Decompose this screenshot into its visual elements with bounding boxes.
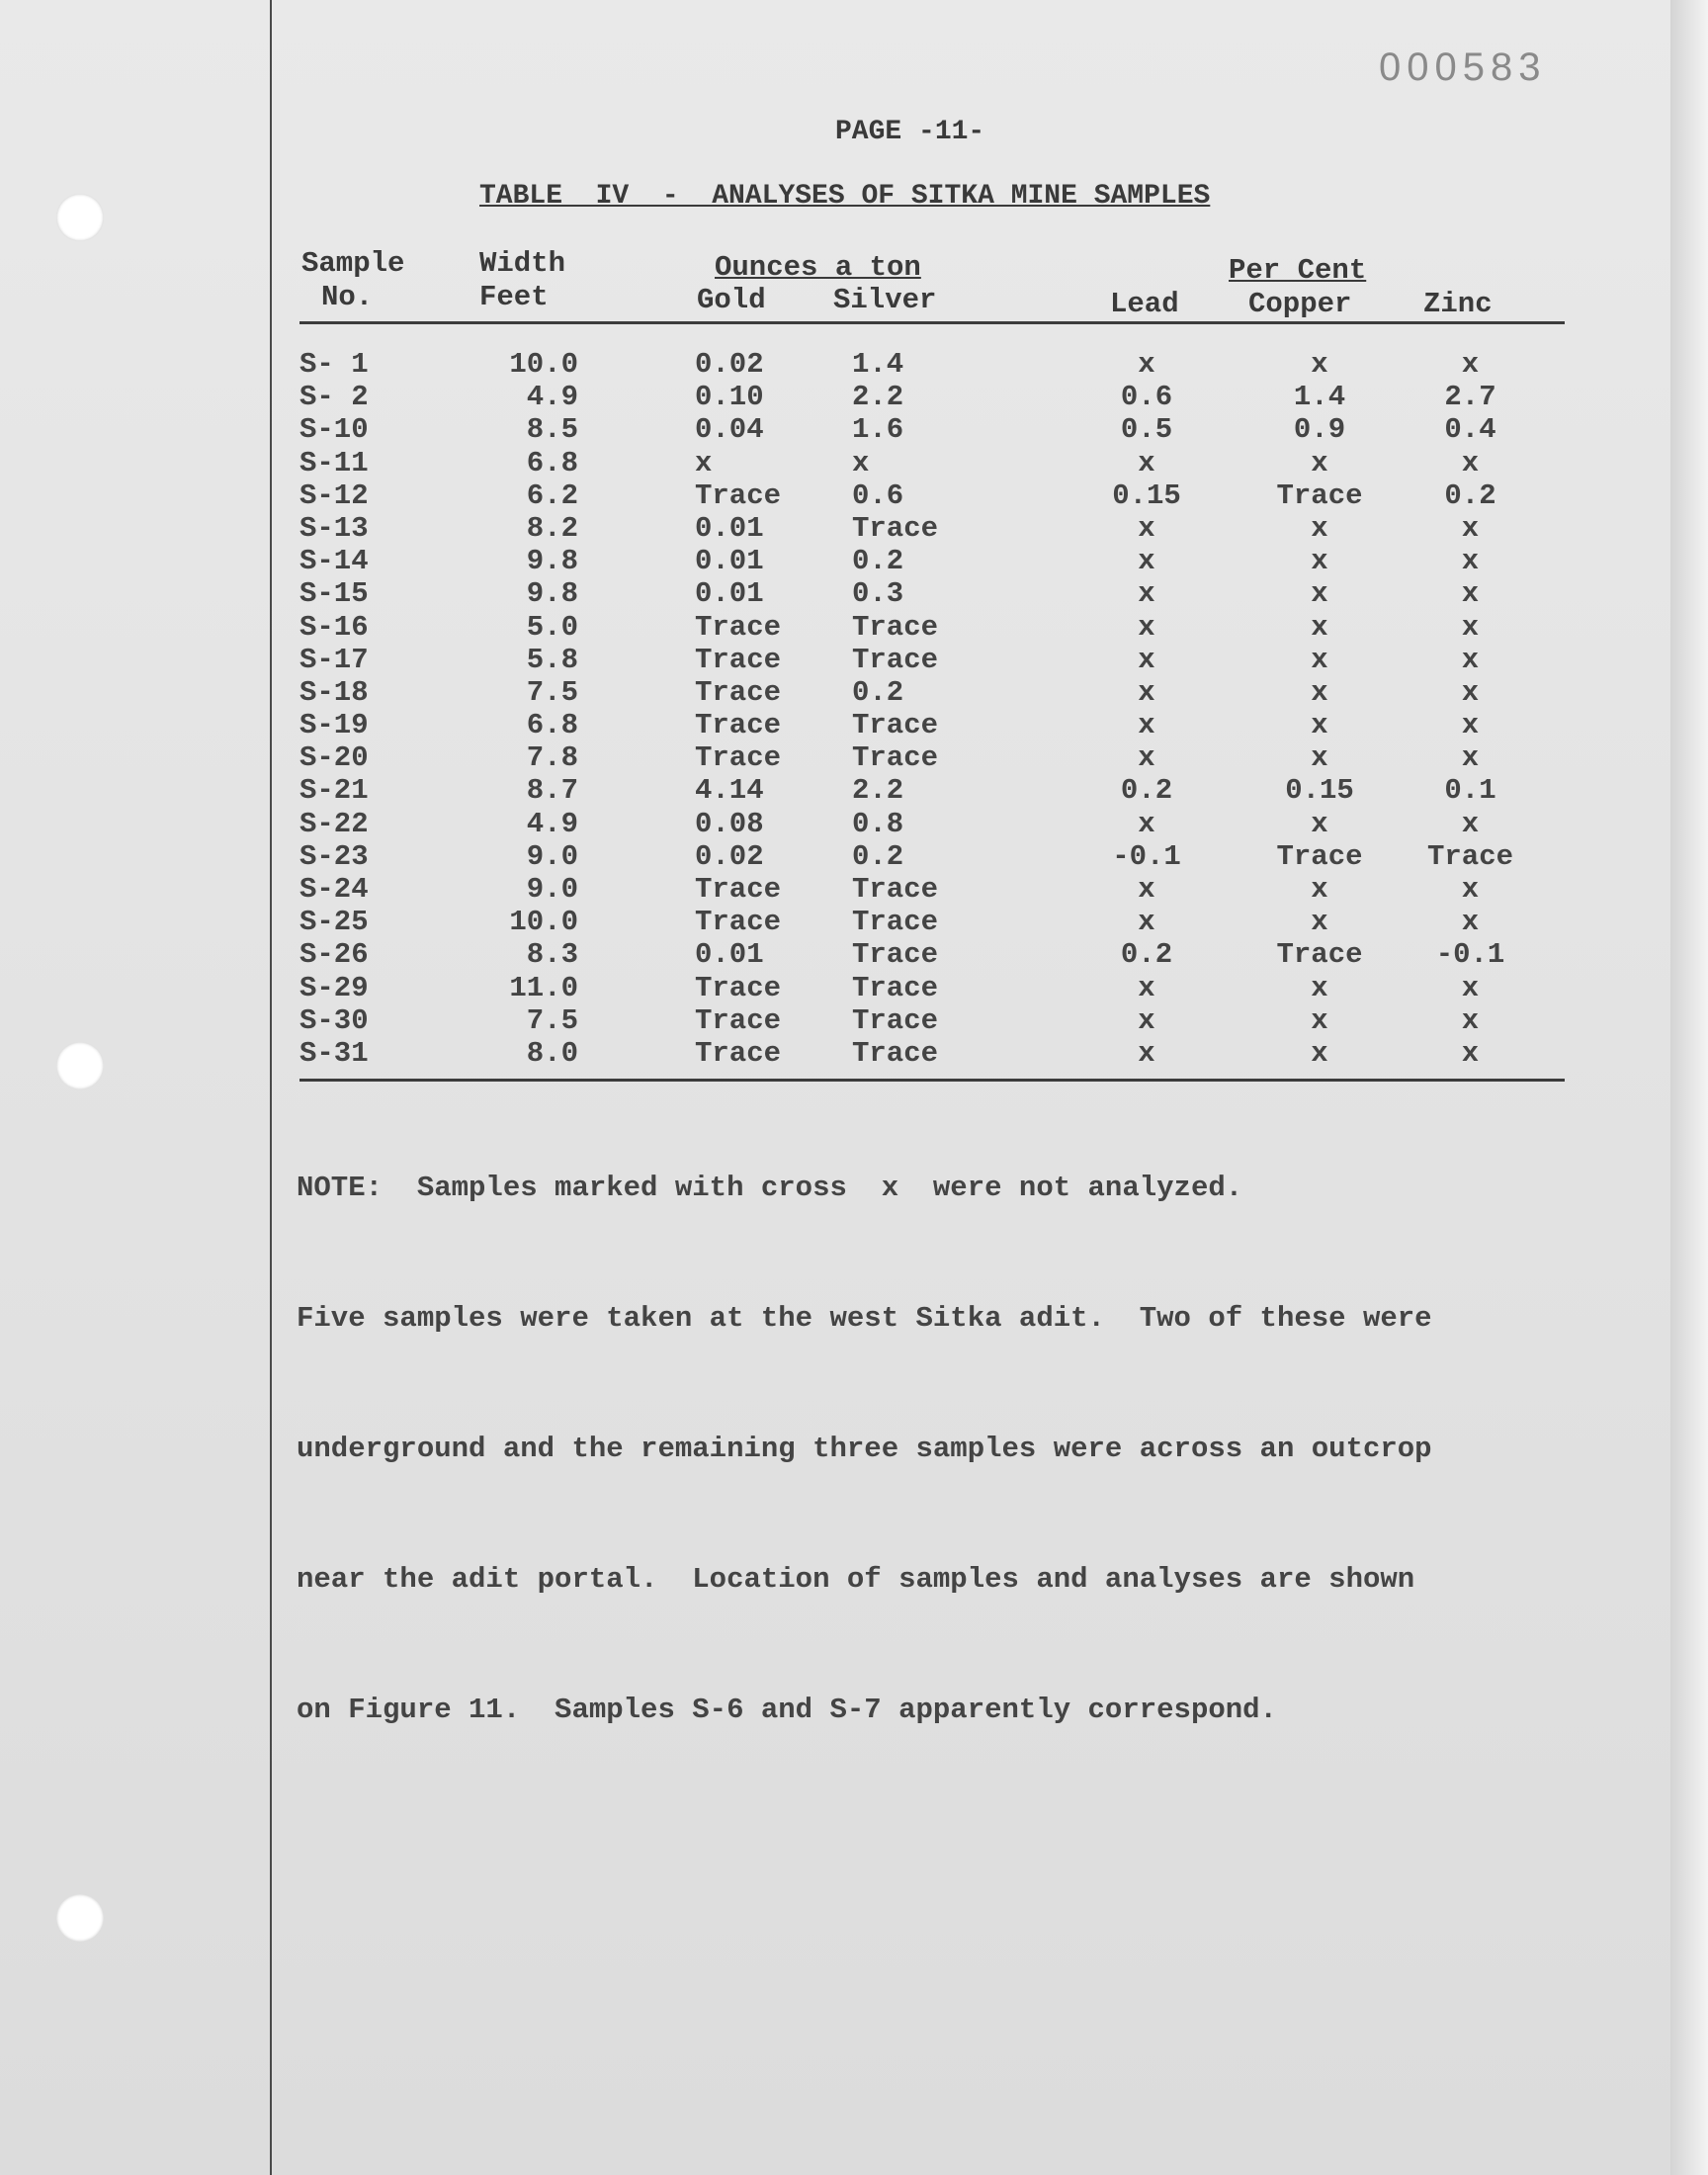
- cell-lead: x: [1138, 675, 1155, 709]
- cell-sample: S-12: [299, 478, 369, 512]
- cell-sample: S-24: [299, 873, 369, 906]
- cell-copper: x: [1311, 446, 1328, 479]
- cell-gold: Trace: [695, 675, 782, 709]
- cell-lead: 0.2: [1120, 774, 1173, 808]
- cell-zinc: x: [1461, 643, 1480, 676]
- cell-zinc: x: [1461, 741, 1480, 775]
- cell-sample: S-19: [299, 709, 369, 742]
- cell-gold: Trace: [695, 873, 782, 906]
- table-row: [0, 348, 1680, 381]
- cell-copper: x: [1311, 577, 1328, 611]
- cell-zinc: x: [1461, 709, 1480, 742]
- cell-width: 7.5: [526, 1003, 578, 1037]
- cell-sample: S-13: [299, 511, 369, 545]
- cell-zinc: 0.1: [1444, 774, 1496, 808]
- cell-silver: Trace: [852, 1036, 939, 1070]
- cell-width: 7.8: [526, 741, 578, 775]
- cell-gold: 0.02: [695, 839, 764, 873]
- cell-gold: 0.01: [695, 938, 764, 972]
- cell-copper: 0.9: [1293, 413, 1346, 447]
- cell-silver: 0.2: [852, 675, 904, 709]
- cell-lead: x: [1138, 446, 1155, 479]
- cell-zinc: 2.7: [1444, 381, 1496, 414]
- cell-width: 5.8: [526, 643, 578, 676]
- cell-lead: 0.6: [1120, 381, 1173, 414]
- header-gold: Gold: [697, 284, 766, 316]
- cell-copper: x: [1311, 675, 1328, 709]
- cell-width: 8.7: [526, 774, 578, 808]
- cell-gold: 0.01: [695, 545, 764, 578]
- cell-gold: Trace: [695, 709, 782, 742]
- cell-silver: 0.8: [852, 807, 904, 840]
- table-row: [0, 938, 1680, 971]
- cell-lead: x: [1138, 545, 1155, 578]
- cell-copper: x: [1311, 741, 1328, 775]
- cell-lead: x: [1138, 873, 1155, 906]
- table-row: [0, 611, 1680, 644]
- header-sample: Sample: [301, 247, 405, 280]
- header-sample-no: No.: [321, 281, 374, 313]
- header-width: Width: [479, 247, 566, 280]
- cell-silver: 2.2: [852, 381, 904, 414]
- cell-lead: x: [1138, 348, 1155, 381]
- cell-width: 7.5: [526, 675, 578, 709]
- cell-lead: x: [1138, 511, 1155, 545]
- cell-zinc: 0.4: [1444, 413, 1496, 447]
- cell-sample: S-15: [299, 577, 369, 611]
- page-edge: [1670, 0, 1708, 2175]
- cell-gold: 4.14: [695, 774, 764, 808]
- table-row: [0, 741, 1680, 774]
- cell-gold: Trace: [695, 741, 782, 775]
- table-row: [0, 709, 1680, 741]
- paragraph-line: on Figure 11. Samples S-6 and S-7 apparently correspond.: [297, 1694, 1277, 1726]
- cell-lead: 0.5: [1120, 413, 1173, 447]
- cell-width: 9.0: [526, 839, 578, 873]
- page-number: PAGE -11-: [835, 117, 985, 147]
- cell-lead: x: [1138, 906, 1155, 939]
- cell-zinc: x: [1461, 1003, 1480, 1037]
- cell-sample: S-10: [299, 413, 369, 447]
- cell-copper: x: [1311, 906, 1328, 939]
- header-width-feet: Feet: [479, 281, 549, 313]
- cell-gold: Trace: [695, 1003, 782, 1037]
- cell-width: 5.0: [526, 610, 578, 644]
- table-row: [0, 545, 1680, 577]
- cell-lead: x: [1138, 610, 1155, 644]
- cell-silver: 2.2: [852, 774, 904, 808]
- table-row: [0, 840, 1680, 873]
- table-title: TABLE IV - ANALYSES OF SITKA MINE SAMPLES: [479, 181, 1211, 212]
- cell-width: 4.9: [526, 381, 578, 414]
- table-row: [0, 447, 1680, 479]
- header-ounces-group: Ounces a ton: [715, 251, 921, 284]
- cell-sample: S-25: [299, 906, 369, 939]
- cell-silver: 0.3: [852, 577, 904, 611]
- cell-silver: 0.2: [852, 839, 904, 873]
- cell-width: 6.8: [526, 446, 578, 479]
- cell-copper: x: [1311, 807, 1328, 840]
- cell-gold: 0.02: [695, 348, 764, 381]
- cell-silver: Trace: [852, 643, 939, 676]
- cell-lead: 0.2: [1120, 938, 1173, 972]
- cell-lead: 0.15: [1112, 478, 1181, 512]
- table-body: [0, 348, 1680, 1070]
- cell-sample: S-29: [299, 971, 369, 1004]
- cell-sample: S-11: [299, 446, 369, 479]
- cell-lead: x: [1138, 807, 1155, 840]
- cell-silver: Trace: [852, 906, 939, 939]
- cell-zinc: x: [1461, 348, 1480, 381]
- cell-silver: x: [852, 446, 870, 479]
- cell-gold: Trace: [695, 643, 782, 676]
- cell-gold: Trace: [695, 971, 782, 1004]
- paragraph-line: near the adit portal. Location of samples and analyses are shown: [297, 1563, 1415, 1596]
- cell-gold: x: [695, 446, 713, 479]
- cell-width: 10.0: [509, 906, 578, 939]
- cell-gold: Trace: [695, 906, 782, 939]
- cell-silver: Trace: [852, 938, 939, 972]
- cell-sample: S-20: [299, 741, 369, 775]
- cell-width: 8.5: [526, 413, 578, 447]
- header-silver: Silver: [833, 284, 937, 316]
- header-zinc: Zinc: [1423, 288, 1493, 320]
- table-row: [0, 808, 1680, 840]
- cell-copper: x: [1311, 1036, 1328, 1070]
- table-row: [0, 381, 1680, 413]
- cell-width: 8.0: [526, 1036, 578, 1070]
- cell-width: 8.2: [526, 511, 578, 545]
- cell-zinc: x: [1461, 906, 1480, 939]
- cell-copper: x: [1311, 348, 1328, 381]
- cell-lead: -0.1: [1112, 839, 1181, 873]
- table-row: [0, 644, 1680, 676]
- table-row: [0, 676, 1680, 709]
- cell-zinc: x: [1461, 873, 1480, 906]
- cell-zinc: x: [1461, 675, 1480, 709]
- cell-copper: x: [1311, 610, 1328, 644]
- cell-sample: S-31: [299, 1036, 369, 1070]
- cell-silver: 0.6: [852, 478, 904, 512]
- cell-zinc: Trace: [1426, 839, 1513, 873]
- cell-copper: x: [1311, 1003, 1328, 1037]
- cell-silver: Trace: [852, 709, 939, 742]
- cell-gold: Trace: [695, 1036, 782, 1070]
- cell-copper: 1.4: [1293, 381, 1346, 414]
- cell-silver: 1.4: [852, 348, 904, 381]
- cell-lead: x: [1138, 643, 1155, 676]
- cell-lead: x: [1138, 971, 1155, 1004]
- cell-gold: 0.01: [695, 511, 764, 545]
- cell-width: 9.8: [526, 577, 578, 611]
- cell-zinc: x: [1461, 610, 1480, 644]
- cell-copper: x: [1311, 709, 1328, 742]
- document-stamp-number: 000583: [1379, 45, 1547, 89]
- cell-width: 9.0: [526, 873, 578, 906]
- cell-lead: x: [1138, 577, 1155, 611]
- cell-sample: S-30: [299, 1003, 369, 1037]
- cell-gold: 0.04: [695, 413, 764, 447]
- cell-sample: S-14: [299, 545, 369, 578]
- cell-lead: x: [1138, 1036, 1155, 1070]
- cell-silver: Trace: [852, 511, 939, 545]
- cell-sample: S-18: [299, 675, 369, 709]
- punch-hole-bottom: [56, 1894, 104, 1942]
- header-percent-group: Per Cent: [1229, 254, 1367, 287]
- table-row: [0, 906, 1680, 938]
- header-lead: Lead: [1110, 288, 1179, 320]
- cell-sample: S-22: [299, 807, 369, 840]
- table-bottom-rule: [299, 1079, 1565, 1082]
- cell-width: 8.3: [526, 938, 578, 972]
- table-row: [0, 972, 1680, 1004]
- cell-gold: 0.08: [695, 807, 764, 840]
- cell-gold: 0.01: [695, 577, 764, 611]
- table-row: [0, 413, 1680, 446]
- cell-zinc: -0.1: [1435, 938, 1505, 972]
- cell-copper: 0.15: [1285, 774, 1354, 808]
- punch-hole-top: [56, 194, 104, 241]
- cell-sample: S- 2: [299, 381, 369, 414]
- table-row: [0, 577, 1680, 610]
- table-row: [0, 873, 1680, 906]
- cell-lead: x: [1138, 1003, 1155, 1037]
- cell-zinc: x: [1461, 446, 1480, 479]
- table-row: [0, 512, 1680, 545]
- cell-copper: x: [1311, 545, 1328, 578]
- cell-gold: 0.10: [695, 381, 764, 414]
- binding-margin-line: [270, 0, 272, 2175]
- table-header-rule: [299, 321, 1565, 324]
- cell-zinc: x: [1461, 807, 1480, 840]
- table-row: [0, 1037, 1680, 1070]
- table-row: [0, 774, 1680, 807]
- cell-width: 6.8: [526, 709, 578, 742]
- cell-copper: x: [1311, 643, 1328, 676]
- cell-copper: x: [1311, 511, 1328, 545]
- cell-silver: 0.2: [852, 545, 904, 578]
- cell-gold: Trace: [695, 478, 782, 512]
- cell-sample: S-23: [299, 839, 369, 873]
- cell-copper: x: [1311, 971, 1328, 1004]
- cell-copper: x: [1311, 873, 1328, 906]
- cell-zinc: x: [1461, 1036, 1480, 1070]
- paragraph-line: underground and the remaining three samples were across an outcrop: [297, 1433, 1432, 1465]
- cell-silver: Trace: [852, 741, 939, 775]
- cell-width: 11.0: [509, 971, 578, 1004]
- cell-width: 10.0: [509, 348, 578, 381]
- cell-silver: Trace: [852, 873, 939, 906]
- note-line: NOTE: Samples marked with cross x were not analyzed.: [297, 1172, 1243, 1204]
- cell-copper: Trace: [1276, 839, 1363, 873]
- note-block: [297, 1102, 1611, 1787]
- cell-copper: Trace: [1276, 938, 1363, 972]
- header-copper: Copper: [1248, 288, 1352, 320]
- cell-zinc: x: [1461, 545, 1480, 578]
- cell-zinc: x: [1461, 971, 1480, 1004]
- table-row: [0, 479, 1680, 512]
- cell-width: 4.9: [526, 807, 578, 840]
- cell-silver: 1.6: [852, 413, 904, 447]
- cell-silver: Trace: [852, 971, 939, 1004]
- cell-zinc: 0.2: [1444, 478, 1496, 512]
- cell-gold: Trace: [695, 610, 782, 644]
- cell-lead: x: [1138, 709, 1155, 742]
- cell-zinc: x: [1461, 511, 1480, 545]
- cell-zinc: x: [1461, 577, 1480, 611]
- cell-copper: Trace: [1276, 478, 1363, 512]
- cell-sample: S-16: [299, 610, 369, 644]
- cell-silver: Trace: [852, 1003, 939, 1037]
- cell-silver: Trace: [852, 610, 939, 644]
- cell-lead: x: [1138, 741, 1155, 775]
- paragraph-line: Five samples were taken at the west Sitka adit. Two of these were: [297, 1302, 1432, 1335]
- cell-sample: S- 1: [299, 348, 369, 381]
- cell-sample: S-26: [299, 938, 369, 972]
- cell-sample: S-21: [299, 774, 369, 808]
- cell-width: 9.8: [526, 545, 578, 578]
- cell-width: 6.2: [526, 478, 578, 512]
- cell-sample: S-17: [299, 643, 369, 676]
- table-row: [0, 1004, 1680, 1037]
